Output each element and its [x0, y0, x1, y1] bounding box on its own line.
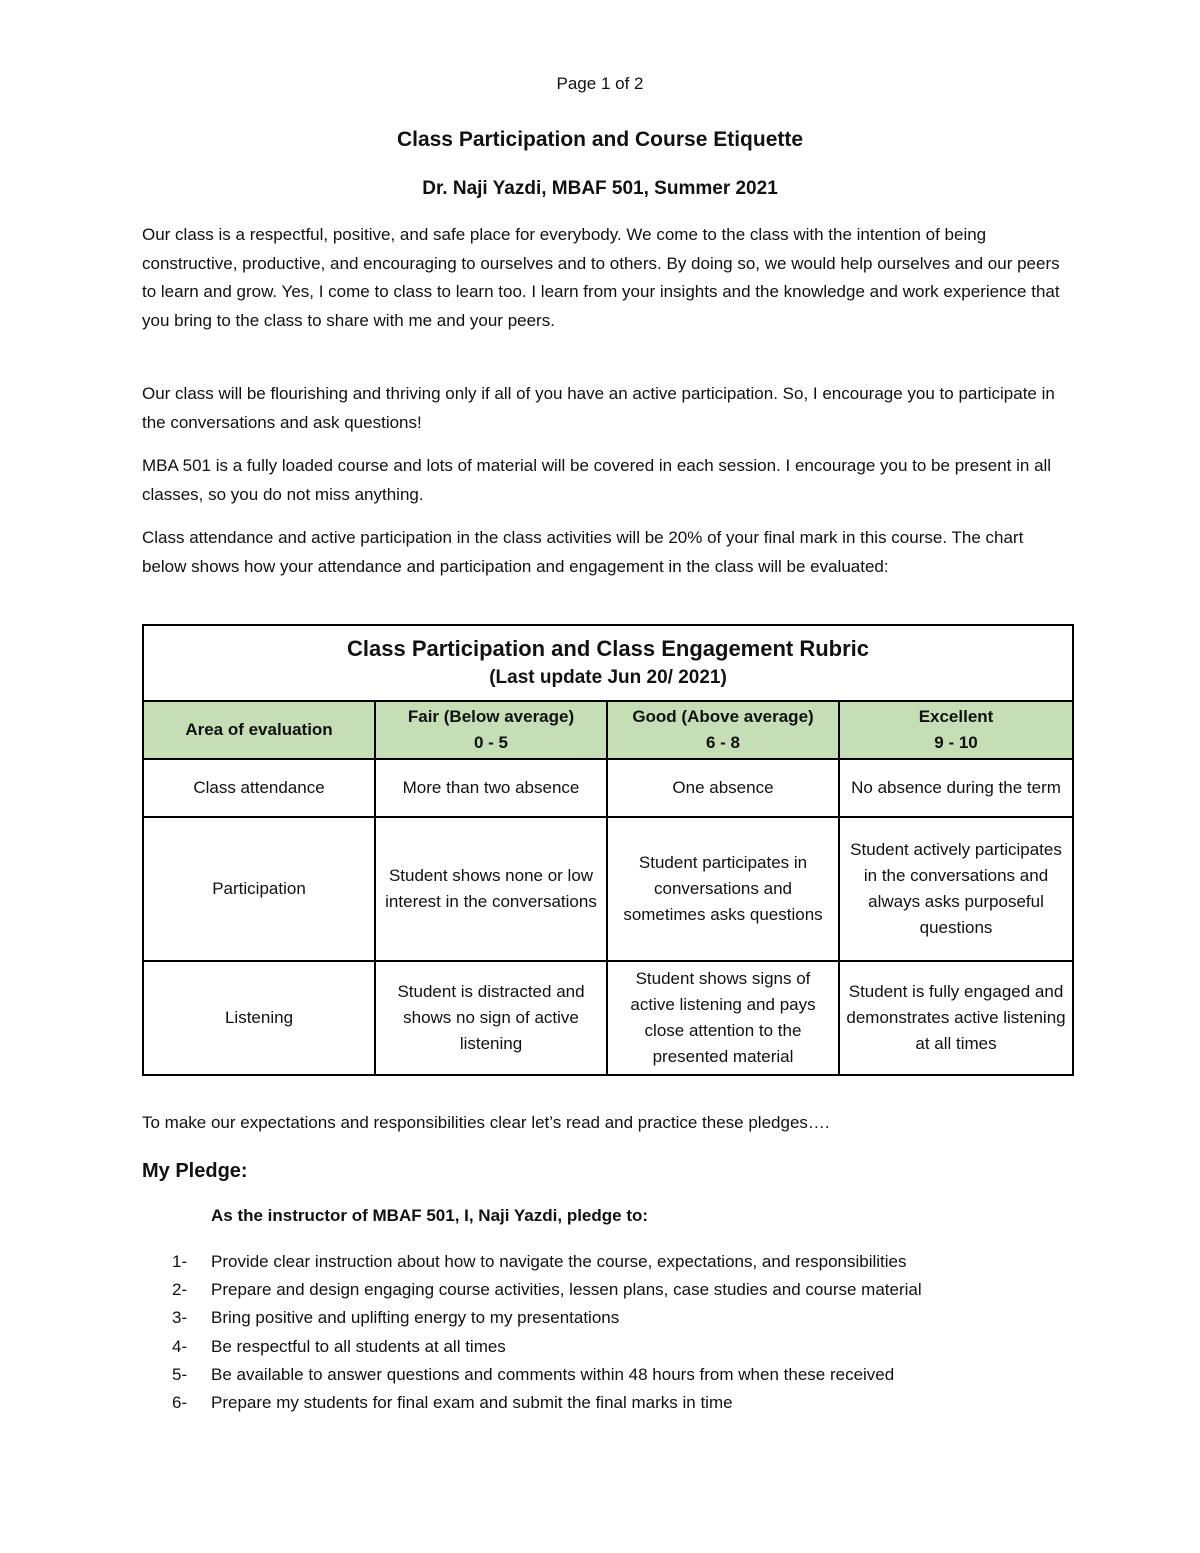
page-number: Page 1 of 2 — [556, 74, 644, 93]
cell-fair: More than two absence — [375, 759, 607, 817]
cell-excellent: Student actively participates in the conversations and always asks purposeful questions — [839, 817, 1073, 961]
cell-excellent: No absence during the term — [839, 759, 1073, 817]
list-item: 1- Provide clear instruction about how to navigate the course, expectations, and responsibilities — [172, 1252, 907, 1271]
table-row — [143, 817, 1073, 961]
grading-paragraph: Class attendance and active participation in the class activities will be 20% of your final mark in this course. The chart below shows how your attendance and participation and engagement in the class will be evaluated: — [142, 528, 1024, 576]
header-good: Good (Above average) 6 - 8 — [607, 701, 839, 759]
cell-good: One absence — [607, 759, 839, 817]
table-row — [143, 961, 1073, 1075]
cell-excellent: Student is fully engaged and demonstrates active listening at all times — [839, 961, 1073, 1075]
score-range-fair: 0 - 5 — [473, 733, 509, 752]
pledge-list — [142, 1248, 1142, 1417]
score-range-good: 6 - 8 — [705, 733, 741, 752]
document-subtitle: Dr. Naji Yazdi, MBAF 501, Summer 2021 — [422, 178, 778, 199]
header-excellent: Excellent 9 - 10 — [839, 701, 1073, 759]
cell-good: Student shows signs of active listening and pays close attention to the presented material — [607, 961, 839, 1075]
pledge-transition-text: To make our expectations and responsibilities clear let’s read and practice these pledges…. — [142, 1113, 830, 1132]
list-item: 2- Prepare and design engaging course activities, lessen plans, case studies and course material — [172, 1280, 922, 1300]
score-range-excellent: 9 - 10 — [934, 733, 978, 752]
pledge-heading: My Pledge: — [142, 1160, 248, 1182]
list-item: 5- Be available to answer questions and comments within 48 hours from when these received — [172, 1364, 895, 1384]
rubric-title-cell — [143, 625, 1073, 701]
cell-fair: Student is distracted and shows no sign of active listening — [375, 961, 607, 1075]
row-label-participation: Participation — [143, 817, 375, 961]
rubric-title: Class Participation and Class Engagement Rubric — [347, 636, 870, 661]
cell-fair: Student shows none or low interest in the conversations — [375, 817, 607, 961]
rubric-table — [142, 624, 1074, 1076]
cell-good: Student participates in conversations and sometimes asks questions — [607, 817, 839, 961]
header-area: Area of evaluation — [143, 701, 375, 759]
header-fair: Fair (Below average) 0 - 5 — [375, 701, 607, 759]
list-item: 4- Be respectful to all students at all times — [172, 1336, 506, 1356]
row-label-listening: Listening — [143, 961, 375, 1075]
list-item: 3- Bring positive and uplifting energy to my presentations — [172, 1308, 620, 1328]
document-title: Class Participation and Course Etiquette — [396, 128, 804, 151]
list-item: 6- Prepare my students for final exam and submit the final marks in time — [172, 1392, 733, 1412]
row-label-attendance: Class attendance — [143, 759, 375, 817]
intro-paragraph: Our class is a respectful, positive, and safe place for everybody. We come to the class with the intention of being constructive, productive, and encouraging to ourselves and to others. By doing so, we would help ourselves and our peers to learn and grow. Yes, I come to class to learn too. I learn from your insights and the knowledge and work experience that you bring to the class to share with me and your peers. — [142, 225, 1060, 330]
rubric-update-date: (Last update Jun 20/ 2021) — [489, 667, 727, 688]
course-load-paragraph: MBA 501 is a fully loaded course and lots of material will be covered in each session. I encourage you to be present in all classes, so you do not miss anything. — [142, 456, 1052, 504]
rubric-header-row — [143, 701, 1073, 759]
pledge-intro: As the instructor of MBAF 501, I, Naji Yazdi, pledge to: — [211, 1206, 649, 1225]
participation-paragraph: Our class will be flourishing and thriving only if all of you have an active participation. So, I encourage you to participate in the conversations and ask questions! — [142, 384, 1055, 432]
table-row — [143, 759, 1073, 817]
